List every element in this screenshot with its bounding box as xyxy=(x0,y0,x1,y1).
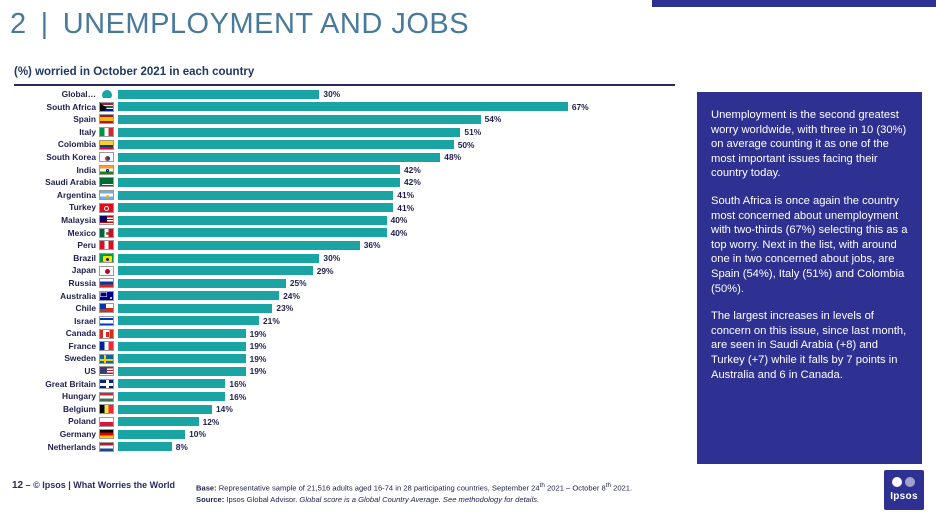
footer-left-text: – © Ipsos | What Worries the World xyxy=(25,480,175,490)
flag-icon-fr xyxy=(99,341,114,351)
bar xyxy=(118,354,246,363)
bar-container xyxy=(118,327,675,340)
bar-container xyxy=(118,302,675,315)
category-label: Canada xyxy=(65,328,96,339)
flag-icon-co xyxy=(99,140,114,150)
category-label: Mexico xyxy=(67,227,96,238)
flag-icon-il xyxy=(99,316,114,326)
category-label: France xyxy=(68,340,96,351)
flag-icon-nl xyxy=(99,442,114,452)
bar-value-label: 67% xyxy=(571,101,589,112)
footer-source-label: Source: xyxy=(196,494,225,504)
bar-container xyxy=(118,390,675,403)
bar-container xyxy=(118,201,675,214)
chart-row xyxy=(14,390,675,403)
bar xyxy=(118,417,199,426)
bar-container xyxy=(118,352,675,365)
bar-value-label: 51% xyxy=(464,127,482,138)
category-label: Chile xyxy=(75,303,96,314)
bar-container xyxy=(118,227,675,240)
category-label: Global… xyxy=(61,89,96,99)
flag-icon-jp xyxy=(99,266,114,276)
bar xyxy=(118,291,279,300)
bar-value-label: 40% xyxy=(390,227,408,238)
bar xyxy=(118,442,172,451)
bar-container xyxy=(118,441,675,454)
category-label: Peru xyxy=(77,240,96,251)
bar xyxy=(118,329,246,338)
bar xyxy=(118,102,568,111)
category-label: Great Britain xyxy=(45,378,96,389)
chart-row xyxy=(14,340,675,353)
bar-value-label: 19% xyxy=(249,328,267,339)
commentary-panel xyxy=(697,92,922,464)
flag-icon-ru xyxy=(99,278,114,288)
footer-base-text: Representative sample of 21,516 adults aged 16-74 in 28 participating countries, September 24 xyxy=(216,483,540,493)
category-label: Italy xyxy=(79,126,96,137)
bar-container xyxy=(118,290,675,303)
bar xyxy=(118,90,319,99)
bar-container xyxy=(118,315,675,328)
category-label: Argentina xyxy=(56,189,96,200)
flag-icon-pl xyxy=(99,417,114,427)
chart-row xyxy=(14,239,675,252)
chart-row xyxy=(14,415,675,428)
bar-value-label: 19% xyxy=(249,341,267,352)
chart-row xyxy=(14,428,675,441)
bar-container xyxy=(118,277,675,290)
bar xyxy=(118,254,319,263)
bar xyxy=(118,279,286,288)
category-label: Russia xyxy=(68,277,96,288)
category-label: India xyxy=(76,164,96,175)
chart-row xyxy=(14,164,675,177)
bar xyxy=(118,216,387,225)
category-label: Brazil xyxy=(73,252,96,263)
bar-value-label: 16% xyxy=(229,391,247,402)
bar-value-label: 19% xyxy=(249,353,267,364)
bar xyxy=(118,128,460,137)
flag-icon-de xyxy=(99,429,114,439)
footer-base-sup-1: th xyxy=(539,482,545,489)
chart-row xyxy=(14,227,675,240)
bar-container xyxy=(118,428,675,441)
chart-row xyxy=(14,189,675,202)
bar-value-label: 19% xyxy=(249,366,267,377)
chart-row xyxy=(14,315,675,328)
bar-value-label: 30% xyxy=(323,89,341,100)
bar xyxy=(118,140,454,149)
bar-value-label: 48% xyxy=(444,152,462,163)
chart-row xyxy=(14,290,675,303)
footer-source-text: Ipsos Global Advisor. xyxy=(224,494,300,504)
flag-icon-sa xyxy=(99,177,114,187)
category-label: Hungary xyxy=(62,391,96,402)
bar-value-label: 23% xyxy=(276,303,294,314)
bar-container xyxy=(118,164,675,177)
bar xyxy=(118,367,246,376)
top-accent-bar xyxy=(652,0,936,7)
bar-value-label: 50% xyxy=(457,139,475,150)
chart-subtitle: (%) worried in October 2021 in each country xyxy=(14,66,255,78)
chart-row xyxy=(14,126,675,139)
bar xyxy=(118,241,360,250)
category-label: Malaysia xyxy=(61,214,96,225)
flag-icon-globe xyxy=(99,89,114,99)
bar xyxy=(118,203,393,212)
commentary-paragraph-1: Unemployment is the second greatest worry worldwide, with three in 10 (30%) on average counting it as one of the most important issues facing their country today. xyxy=(711,109,907,180)
flag-icon-cl xyxy=(99,303,114,313)
bar-container xyxy=(118,365,675,378)
chart-row xyxy=(14,88,675,101)
category-label: Australia xyxy=(60,290,96,301)
flag-icon-br xyxy=(99,253,114,263)
bar xyxy=(118,430,185,439)
flag-icon-mx xyxy=(99,228,114,238)
category-label: Saudi Arabia xyxy=(45,177,96,188)
bar-container xyxy=(118,176,675,189)
bar xyxy=(118,115,481,124)
category-label: Israel xyxy=(74,315,96,326)
chart-row xyxy=(14,101,675,114)
flag-icon-gb xyxy=(99,379,114,389)
bar xyxy=(118,304,272,313)
footer-base-line xyxy=(196,480,666,494)
flag-icon-it xyxy=(99,127,114,137)
bar-container xyxy=(118,101,675,114)
category-label: South Korea xyxy=(46,151,96,162)
bar-value-label: 25% xyxy=(289,278,307,289)
category-label: Netherlands xyxy=(47,441,96,452)
chart-row xyxy=(14,252,675,265)
footer-base-sup-2: th xyxy=(605,482,611,489)
category-label: Turkey xyxy=(69,202,96,213)
page-title-text: UNEMPLOYMENT AND JOBS xyxy=(62,7,470,40)
bar-value-label: 24% xyxy=(283,290,300,301)
header-divider xyxy=(14,84,675,86)
footer-base-label: Base: xyxy=(196,483,217,493)
flag-icon-tr xyxy=(99,203,114,213)
bar-container xyxy=(118,378,675,391)
logo-circle-icon xyxy=(892,477,902,487)
chart-row xyxy=(14,176,675,189)
bar-container xyxy=(118,214,675,227)
bar-container xyxy=(118,151,675,164)
bar xyxy=(118,379,225,388)
bar-value-label: 42% xyxy=(404,164,421,175)
chart-row xyxy=(14,214,675,227)
chart-row xyxy=(14,302,675,315)
flag-icon-se xyxy=(99,354,114,364)
bar xyxy=(118,165,400,174)
bar-container xyxy=(118,138,675,151)
footer-base-text-3: 2021. xyxy=(611,483,633,493)
bar xyxy=(118,342,246,351)
flag-icon-kr xyxy=(99,152,114,162)
category-label: Germany xyxy=(59,429,96,440)
commentary-paragraph-3: The largest increases in levels of concern on this issue, since last month, are seen in Saudi Arabia (+8) and Turkey (+7) while it falls by 7 points in Australia and 6 in Canada. xyxy=(711,310,907,381)
flag-icon-hu xyxy=(99,392,114,402)
flag-icon-es xyxy=(99,114,114,124)
bar-value-label: 21% xyxy=(263,315,280,326)
bar-container xyxy=(118,126,675,139)
footer-source-note xyxy=(196,480,666,505)
bar-value-label: 14% xyxy=(216,404,233,415)
chart-row xyxy=(14,201,675,214)
flag-icon-my xyxy=(99,215,114,225)
bar xyxy=(118,178,400,187)
category-label: Poland xyxy=(68,416,96,427)
bar-container xyxy=(118,113,675,126)
footer-left xyxy=(12,480,175,491)
bar-value-label: 29% xyxy=(316,265,334,276)
bar-value-label: 30% xyxy=(323,253,341,264)
flag-icon-be xyxy=(99,404,114,414)
bar-value-label: 42% xyxy=(404,177,421,188)
flag-icon-au xyxy=(99,291,114,301)
category-label: Belgium xyxy=(62,403,96,414)
chart-row xyxy=(14,352,675,365)
bar-value-label: 8% xyxy=(175,441,188,452)
page-title-number: 2 xyxy=(10,7,27,40)
flag-icon-pe xyxy=(99,240,114,250)
flag-icon-in xyxy=(99,165,114,175)
bar xyxy=(118,392,225,401)
bar-container xyxy=(118,239,675,252)
chart-row xyxy=(14,138,675,151)
bar-value-label: 41% xyxy=(397,190,415,201)
bar-chart xyxy=(14,88,675,468)
bar-value-label: 41% xyxy=(397,202,415,213)
bar xyxy=(118,405,212,414)
flag-icon-za xyxy=(99,102,114,112)
chart-row xyxy=(14,277,675,290)
bar-value-label: 54% xyxy=(484,114,502,125)
flag-icon-us xyxy=(99,366,114,376)
chart-row xyxy=(14,441,675,454)
footer-source-italic: Global score is a Global Country Average. See methodology for details. xyxy=(299,494,540,504)
chart-row xyxy=(14,403,675,416)
category-label: Sweden xyxy=(64,353,96,364)
category-label: Colombia xyxy=(57,139,96,150)
bar-value-label: 10% xyxy=(189,429,206,440)
bar-container xyxy=(118,403,675,416)
commentary-paragraph-2: South Africa is once again the country most concerned about unemployment with two-thirds (67%) selecting this as a top worry. Next in the list, with around one in two concerned about jobs, are Spain (54%), Italy (51%) and Colombia (50%). xyxy=(711,194,908,295)
logo-wordmark: Ipsos xyxy=(890,491,918,502)
bar xyxy=(118,191,393,200)
bar-container xyxy=(118,252,675,265)
page-number: 12 xyxy=(12,480,24,491)
bar xyxy=(118,316,259,325)
bar-container xyxy=(118,264,675,277)
bar-container xyxy=(118,415,675,428)
chart-row xyxy=(14,365,675,378)
chart-row xyxy=(14,327,675,340)
flag-icon-ca xyxy=(99,329,114,339)
bar-container xyxy=(118,88,675,101)
chart-row xyxy=(14,151,675,164)
chart-row xyxy=(14,378,675,391)
logo-circle-secondary-icon xyxy=(905,477,915,487)
bar xyxy=(118,153,440,162)
bar-container xyxy=(118,189,675,202)
category-label: Spain xyxy=(73,114,96,125)
bar-container xyxy=(118,340,675,353)
ipsos-logo xyxy=(884,470,924,510)
category-label: US xyxy=(84,366,96,377)
page-title-separator: | xyxy=(40,7,49,40)
bar xyxy=(118,266,313,275)
flag-icon-ar xyxy=(99,190,114,200)
bar-value-label: 12% xyxy=(202,416,220,427)
chart-row xyxy=(14,113,675,126)
footer-source-line xyxy=(196,494,666,505)
page-title xyxy=(10,2,469,46)
category-label: South Africa xyxy=(46,101,96,112)
category-label: Japan xyxy=(71,265,96,276)
bar xyxy=(118,228,387,237)
bar-value-label: 16% xyxy=(229,378,247,389)
footer-base-text-2: 2021 – October 8 xyxy=(544,483,606,493)
bar-value-label: 36% xyxy=(363,240,381,251)
chart-row xyxy=(14,264,675,277)
bar-value-label: 40% xyxy=(390,215,408,226)
